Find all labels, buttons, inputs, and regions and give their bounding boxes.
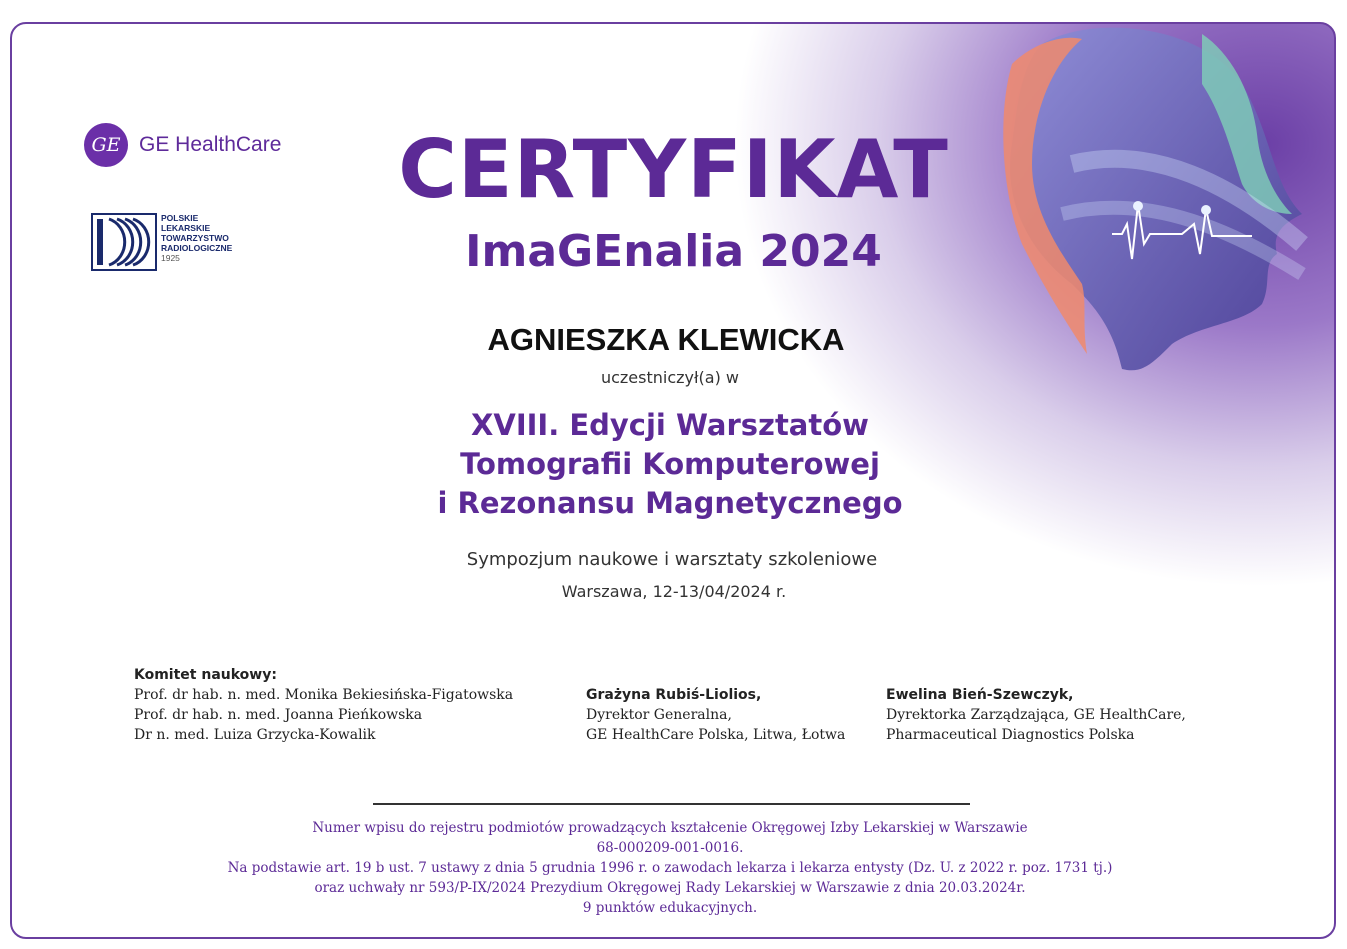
edition-line: Tomografii Komputerowej: [460, 447, 880, 481]
signatory-role: Dyrektor Generalna,: [586, 707, 732, 723]
pltr-year: 1925: [161, 253, 180, 263]
committee-heading: Komitet naukowy:: [134, 667, 277, 683]
committee-member: Prof. dr hab. n. med. Joanna Pieńkowska: [134, 707, 423, 723]
pltr-line: TOWARZYSTWO: [161, 233, 229, 243]
ge-healthcare-wordmark: GE HealthCare: [139, 133, 282, 156]
symposium-text: Sympozjum naukowe i warsztaty szkoleniowe: [466, 549, 878, 570]
signatory-managing-director: [886, 685, 1186, 745]
title-text: CERTYFIKAT: [398, 123, 949, 216]
signatory-company: Pharmaceutical Diagnostics Polska: [886, 727, 1135, 743]
recipient-name: AGNIESZKA KLEWICKA: [487, 322, 845, 357]
edition-line: i Rezonansu Magnetycznego: [437, 486, 903, 520]
edition-title: [0, 406, 1340, 523]
place-date: Warszawa, 12-13/04/2024 r.: [561, 582, 787, 601]
certificate-title: [0, 123, 1347, 216]
footer-line: 68-000209-001-0016.: [596, 840, 744, 856]
footer-line: 9 punktów edukacyjnych.: [582, 900, 758, 916]
footer-line: oraz uchwały nr 593/P-IX/2024 Prezydium Okręgowej Rady Lekarskiej w Warszawie z dnia 20.03.2024r.: [314, 880, 1026, 896]
signatory-role: Dyrektorka Zarządzająca, GE HealthCare,: [886, 707, 1186, 723]
signatory-company: GE HealthCare Polska, Litwa, Łotwa: [586, 727, 846, 743]
event-name: ImaGEnalia 2024: [465, 226, 882, 277]
ge-monogram-icon: GE: [84, 123, 128, 167]
pltr-line: RADIOLOGICZNE: [161, 243, 233, 253]
footer-line: Numer wpisu do rejestru podmiotów prowadzących kształcenie Okręgowej Izby Lekarskiej w Warszawie: [312, 820, 1028, 836]
edition-line: XVIII. Edycji Warsztatów: [471, 408, 869, 442]
signatory-name: Grażyna Rubiś-Liolios,: [586, 687, 762, 703]
pltr-line: POLSKIE: [161, 213, 199, 223]
footer-divider: [373, 803, 970, 805]
signatory-general-director: [586, 685, 845, 745]
signatory-name: Ewelina Bień-Szewczyk,: [886, 687, 1074, 703]
footer-line: Na podstawie art. 19 b ust. 7 ustawy z dnia 5 grudnia 1996 r. o zawodach lekarza i lekarza entysty (Dz. U. z 2022 r. poz. 1731 tj.): [227, 860, 1113, 876]
pltr-line: LEKARSKIE: [161, 223, 211, 233]
participation-text: uczestniczył(a) w: [600, 368, 740, 387]
committee-member: Prof. dr hab. n. med. Monika Bekiesińska-Figatowska: [134, 687, 514, 703]
accreditation-footer: [0, 818, 1340, 918]
scientific-committee: [134, 665, 513, 745]
committee-member: Dr n. med. Luiza Grzycka-Kowalik: [134, 727, 376, 743]
